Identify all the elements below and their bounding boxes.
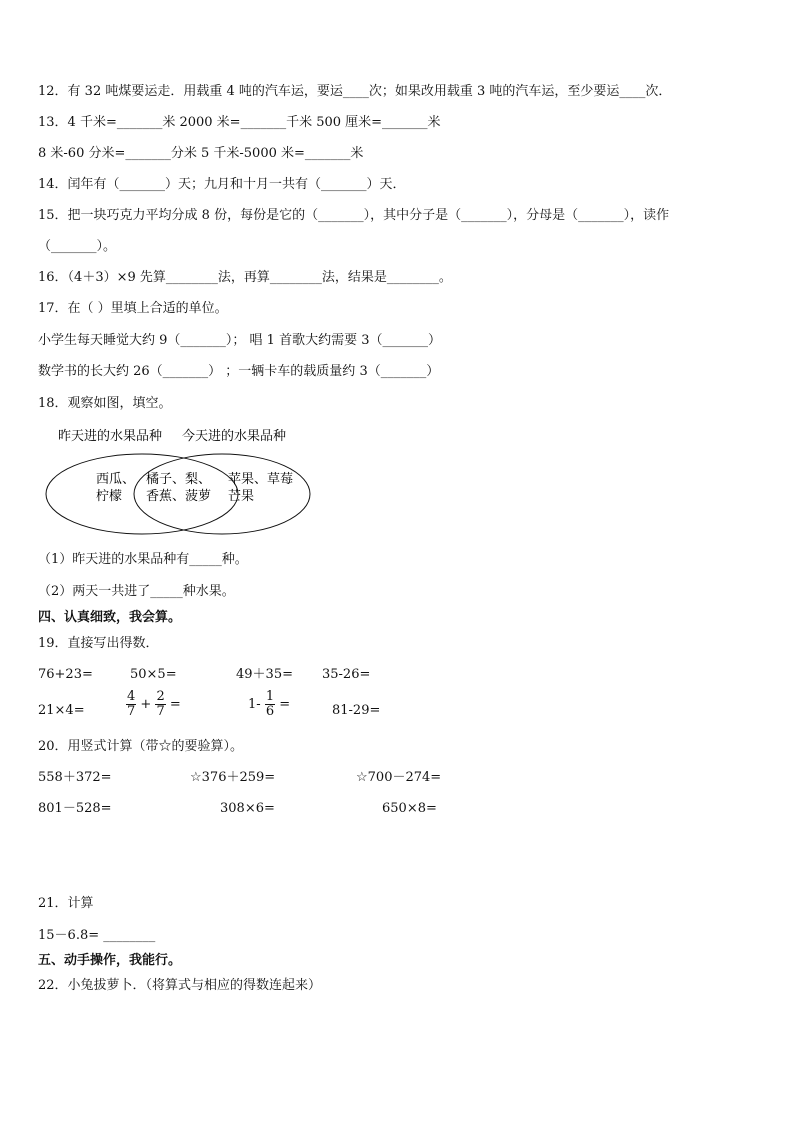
question-18-part1: （1）昨天进的水果品种有_____种。 (38, 552, 248, 567)
question-12: 12．有 32 吨煤要运走．用载重 4 吨的汽车运，要运____次；如果改用载重 3 吨的汽车运，至少要运____次． (38, 84, 672, 99)
venn-label-left: 昨天进的水果品种 (58, 429, 163, 444)
question-15-line1: 15．把一块巧克力平均分成 8 份，每份是它的（_______），其中分子是（_______），分母是（_______），读作 (38, 208, 670, 223)
calc-19f: $\frac{4}{7}$ + $\frac{2}{7}$ = (127, 689, 181, 719)
calc-20f: 650×8= (382, 801, 437, 816)
question-16: 16．（4＋3）×9 先算________法，再算________法，结果是________。 (38, 270, 452, 285)
calc-20d: 801－528= (38, 801, 112, 816)
calc-20b: ☆376＋259= (190, 770, 276, 785)
calc-19e: 21×4= (38, 703, 85, 718)
section-4-heading: 四、认真细致，我会算。 (38, 610, 182, 625)
calc-21: 15－6.8= ________ (38, 928, 156, 943)
calc-20c: ☆700－274= (356, 770, 442, 785)
calc-19b: 50×5= (130, 667, 177, 682)
question-17-item2: 数学书的长大约 26（_______） ；一辆卡车的载质量约 3（_______） (38, 364, 440, 379)
calc-19a: 76+23= (38, 667, 93, 682)
question-20: 20．用竖式计算（带☆的要验算）。 (38, 739, 244, 754)
calc-19g: 1- $\frac{1}{6}$ = (248, 689, 291, 719)
question-18: 18．观察如图，填空。 (38, 396, 172, 411)
venn-right-line2: 芒果 (228, 489, 255, 504)
venn-diagram (40, 422, 320, 537)
venn-middle-line2: 香蕉、菠萝 (146, 489, 212, 504)
venn-left-line1: 西瓜、 (96, 472, 136, 487)
question-17: 17．在（ ）里填上合适的单位。 (38, 301, 228, 316)
question-19: 19．直接写出得数． (38, 636, 159, 651)
question-13-line2: 8 米-60 分米=_______分米 5 千米-5000 米=_______米 (38, 146, 364, 161)
question-21: 21．计算 (38, 896, 94, 911)
question-13-line1: 13．4 千米=_______米 2000 米=_______千米 500 厘米=_______米 (38, 115, 441, 130)
question-18-part2: （2）两天一共进了_____种水果。 (38, 584, 235, 599)
question-15-line2: （_______）。 (38, 239, 117, 254)
calc-19h: 81-29= (332, 703, 381, 718)
question-14: 14．闰年有（_______）天；九月和十月一共有（_______）天． (38, 177, 406, 192)
venn-middle-line1: 橘子、梨、 (146, 472, 212, 487)
calc-19c: 49＋35= (236, 667, 293, 682)
calc-19d: 35-26= (322, 667, 371, 682)
venn-left-line2: 柠檬 (96, 489, 123, 504)
venn-right-line1: 苹果、草莓 (228, 472, 294, 487)
question-22: 22．小兔拔萝卜．（将算式与相应的得数连起来） (38, 978, 322, 993)
calc-20e: 308×6= (220, 801, 275, 816)
section-5-heading: 五、动手操作，我能行。 (38, 953, 182, 968)
question-17-item1: 小学生每天睡觉大约 9（_______）； 唱 1 首歌大约需要 3（_______） (38, 333, 441, 348)
venn-label-right: 今天进的水果品种 (182, 429, 287, 444)
calc-20a: 558＋372= (38, 770, 112, 785)
